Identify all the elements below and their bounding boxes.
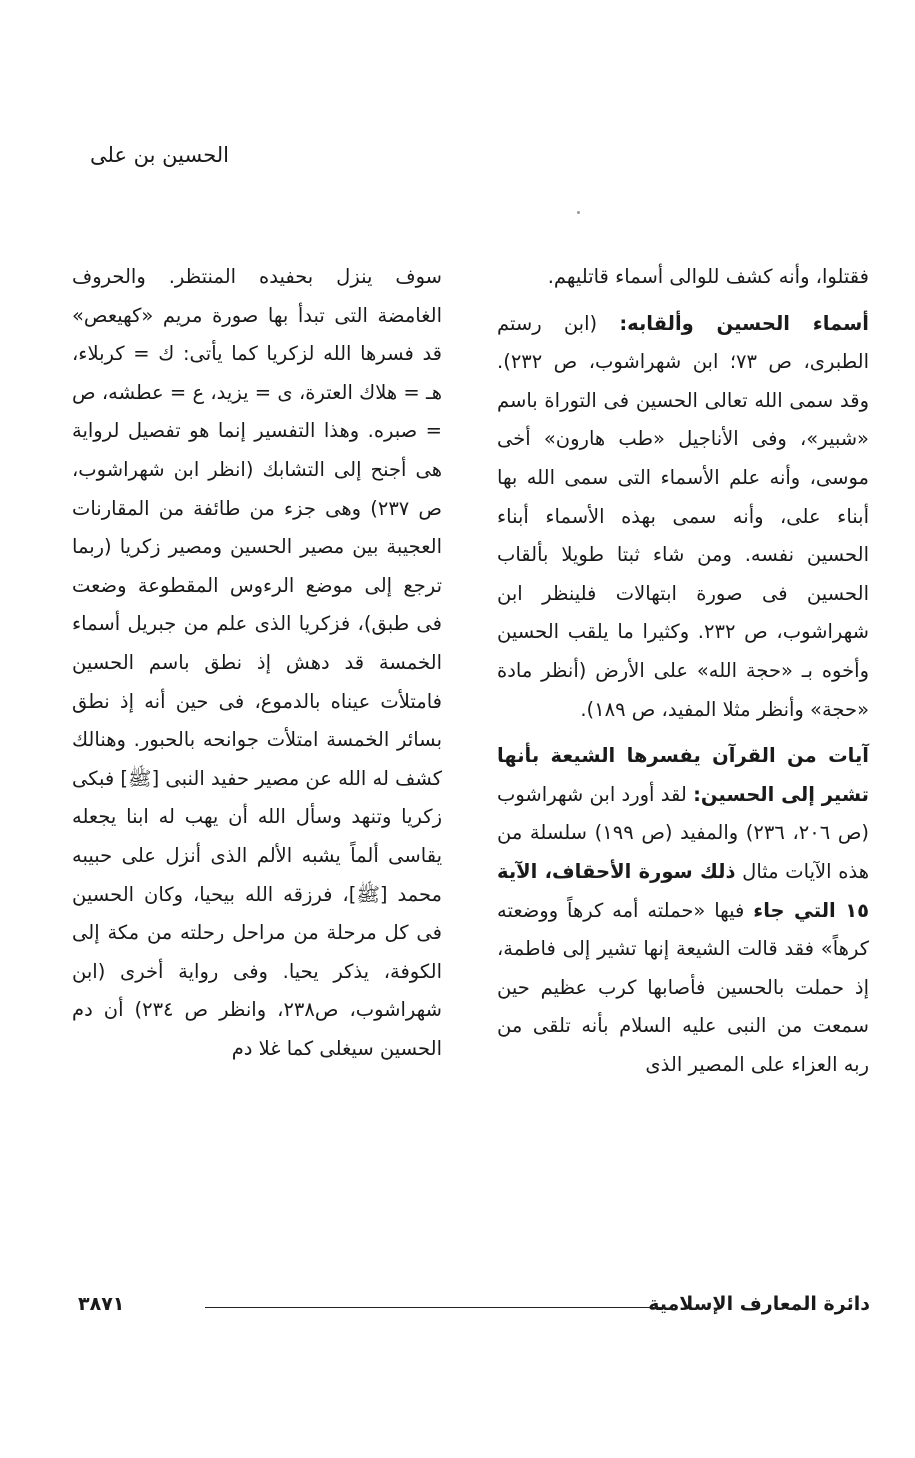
paragraph-continuation: سوف ينزل بحفيده المنتظر. والحروف الغامضة التى تبدأ بها صورة مريم «كهيعص» قد فسرها الله لزكريا كما يأتى: ك = كربلاء، هـ = هلاك العترة، ى = يزيد، ع = عطشه، ص = صبره. وهذا التفسير إنما هو تفصيل لرواية هى أجنح إلى التشابك (انظر ابن شهراشوب، ص ٢٣٧) وهى جزء من طائفة من المقارنات العجيبة بين مصير الحسين ومصير زكريا (ربما ترجع إلى موضع الرءوس المقطوعة وضعت فى طبق)، فزكريا الذى علم من جبريل أسماء الخمسة قد دهش إذ نطق باسم الحسين فامتلأت عيناه بالدموع، فى حين أنه إذ نطق بسائر الخمسة امتلأت جوانحه بالحبور. وهنالك كشف له الله عن مصير حفيد النبى [ﷺ] فبكى زكريا وتنهد وسأل الله أن يهب له ابنا يجعله يقاسى ألماً يشبه الألم الذى أنزل على حبيبه محمد [ﷺ]، فرزقه الله بيحيا، وكان الحسين فى كل مرحلة من مراحل رحلته من مكة إلى الكوفة، يذكر يحيا. وفى رواية أخرى (ابن شهراشوب، ص٢٣٨، وانظر ص ٢٣٤) أن دم الحسين سيغلى كما غلا دم	[71, 265, 443, 1060]
body-verses-2: فيها «حملته أمه كرهاً ووضعته كرهاً» فقد قالت الشيعة إنها تشير إلى فاطمة، إذ حملت بالحسين فأصابها كرب عظيم حين سمعت من النبى عليه السلام بأنه تلقى من ربه العزاء على المصير الذى	[497, 898, 869, 1076]
heading-names: أسماء الحسين وألقابه:	[619, 311, 869, 335]
body-verses-1: لقد أورد ابن شهراشوب (ص ٢٠٦، ٢٣٦) والمفيد (ص ١٩٩) سلسلة من هذه الآيات مثال	[497, 782, 869, 883]
right-column	[497, 258, 869, 1092]
publication-title: دائرة المعارف الإسلامية	[648, 1293, 870, 1315]
page-number: ٣٨٧١	[78, 1293, 125, 1315]
paragraph-intro: فقتلوا، وأنه كشف للوالى أسماء قاتليهم.	[547, 265, 869, 288]
left-column	[72, 258, 442, 1076]
footer-rule	[205, 1307, 665, 1308]
heading-verses: آيات من القرآن يفسرها الشيعة بأنها تشير إلى الحسين:	[497, 744, 870, 806]
bold-verse-reference: ذلك سورة الأحقاف، الآية ١٥ التي جاء	[497, 859, 869, 922]
page-footer	[70, 1293, 870, 1323]
scan-speck	[577, 211, 580, 214]
running-title: الحسين بن على	[90, 143, 230, 167]
paragraph-verses	[497, 737, 869, 1084]
body-names: (ابن رستم الطبرى، ص ٧٣؛ ابن شهراشوب، ص ٢٣٢). وقد سمى الله تعالى الحسين فى التوراة باسم «شبير»، وفى الأناجيل «طب هارون» أخى موسى، وأنه علم الأسماء التى سمى الله بها أبناء على، وأنه سمى بهذه الأسماء أبناء الحسين نفسه. ومن شاء ثبتا طويلا بألقاب الحسين فى صورة ابتهالات فلينظر ابن شهراشوب، ص ٢٣٢. وكثيرا ما يلقب الحسين وأخوه بـ «حجة الله» على الأرض (أنظر مادة «حجة» وأنظر مثلا المفيد، ص ١٨٩).	[497, 311, 869, 721]
paragraph-names	[497, 305, 869, 730]
